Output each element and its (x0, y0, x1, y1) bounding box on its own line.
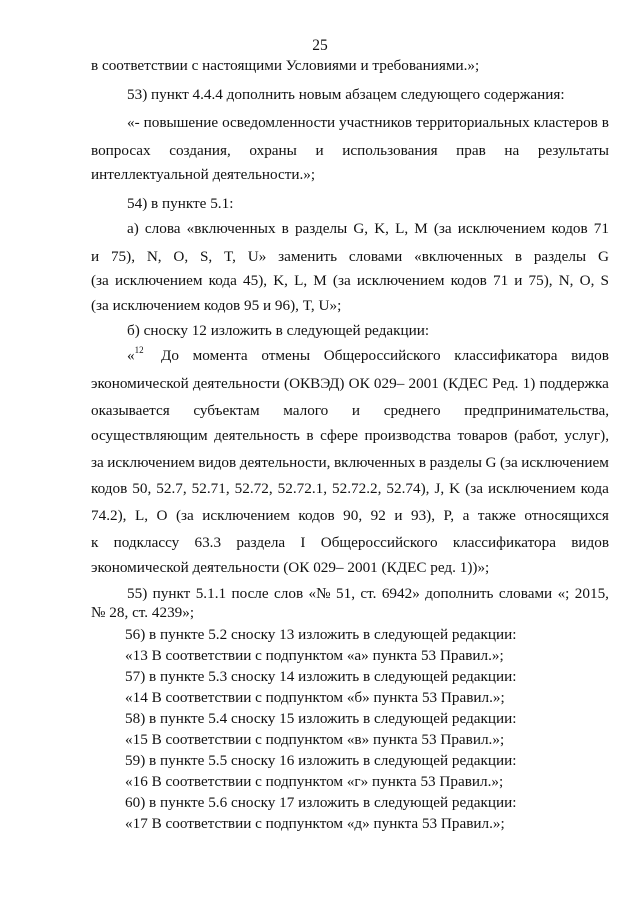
word: S (600, 272, 609, 289)
word: в (601, 114, 609, 131)
line-text: интеллектуальной деятельности.»; (91, 166, 316, 183)
line-text: «13 В соответствии с подпунктом «а» пункта 53 Правил.»; (125, 647, 504, 664)
word: K, (374, 220, 389, 237)
word: и (91, 248, 100, 265)
word: отмены (261, 347, 311, 364)
word: T, (224, 248, 236, 265)
word: исключением (457, 220, 546, 237)
word: (за (465, 480, 483, 497)
word: среднего (383, 402, 441, 419)
line-text (127, 114, 609, 132)
word: и (315, 142, 324, 159)
word: разделы (533, 248, 587, 265)
word: разделы (294, 220, 348, 237)
word: исключением (202, 507, 290, 524)
text-line (127, 585, 609, 603)
line-text: в соответствии с настоящими Условиями и требованиями.»; (91, 57, 480, 74)
word: исключением (356, 272, 445, 289)
text-line (127, 114, 609, 132)
word: и (351, 402, 361, 419)
word: осуществляющим (91, 427, 208, 444)
word: и (394, 507, 403, 524)
line-text (91, 427, 609, 445)
text-line (125, 647, 640, 665)
word: слова (144, 220, 181, 237)
text-line (127, 86, 640, 104)
word: кода (580, 480, 609, 497)
text-line (127, 220, 609, 238)
line-text (91, 248, 609, 266)
word: P, (443, 507, 455, 524)
word: 92 (370, 507, 386, 524)
word: предпринимательства, (464, 402, 609, 419)
word: кодов (91, 480, 128, 497)
word: исключением (521, 454, 609, 471)
text-line (91, 454, 609, 472)
word: товаров (457, 427, 508, 444)
word: исключением (114, 272, 203, 289)
word: классификатора (454, 347, 558, 364)
word: «включенных (414, 248, 504, 265)
word: деятельности, (239, 454, 331, 471)
line-text (91, 402, 609, 420)
word: разделы (429, 454, 482, 471)
word: 52.72, (234, 480, 273, 497)
word: L, (294, 272, 308, 289)
word: U» (247, 248, 267, 265)
word: раздела (236, 534, 286, 551)
word: словами (348, 248, 403, 265)
word: территориальных (415, 114, 530, 131)
word: а (462, 507, 470, 524)
line-text: 60) в пункте 5.6 сноску 17 изложить в следующей редакции: (125, 794, 517, 811)
word: а) (127, 220, 139, 237)
footnote-marker (127, 347, 144, 365)
word: результаты (537, 142, 609, 159)
word: субъектам (193, 402, 260, 419)
word: S, (199, 248, 213, 265)
word: за (91, 454, 104, 471)
word: классификатора (452, 534, 556, 551)
word: 90, (343, 507, 363, 524)
text-line (125, 689, 640, 707)
word: экономической (91, 375, 189, 392)
word: к (91, 534, 99, 551)
word: повышение (143, 114, 219, 131)
line-text (91, 454, 609, 472)
line-text: 59) в пункте 5.5 сноску 16 изложить в следующей редакции: (125, 752, 517, 769)
line-text (91, 272, 609, 290)
word: исключением (487, 480, 576, 497)
word: N, (558, 272, 574, 289)
word: также (477, 507, 516, 524)
word: кодов (450, 272, 487, 289)
line-text (91, 480, 609, 498)
text-line (91, 507, 609, 525)
word: поддержка (539, 375, 609, 392)
text-line (125, 626, 640, 644)
word: осведомленности (222, 114, 336, 131)
word: K (449, 480, 461, 497)
word: ст. (360, 585, 377, 602)
word: подклассу (113, 534, 180, 551)
word: N, (146, 248, 162, 265)
word: (за (499, 454, 518, 471)
word: 2015, (574, 585, 609, 602)
word: 52.71, (191, 480, 230, 497)
word: кластеров (533, 114, 598, 131)
word: в (306, 427, 314, 444)
word: 75), (110, 248, 135, 265)
line-text: «14 В соответствии с подпунктом «б» пункта 53 Правил.»; (125, 689, 505, 706)
line-text: «15 В соответствии с подпунктом «в» пункта 53 Правил.»; (125, 731, 505, 748)
line-text: б) сноску 12 изложить в следующей редакции: (127, 322, 430, 339)
word: вопросах (91, 142, 151, 159)
text-line (91, 166, 609, 184)
word: «; (557, 585, 570, 602)
word: (КДЕС (443, 375, 488, 392)
word: включенных (334, 454, 416, 471)
line-text: 58) в пункте 5.4 сноску 15 изложить в следующей редакции: (125, 710, 517, 727)
word: в (418, 454, 427, 471)
word: (за (91, 272, 109, 289)
word: 75), (528, 272, 553, 289)
line-text (127, 220, 609, 238)
word: после (231, 585, 269, 602)
line-text (91, 142, 609, 160)
text-line (91, 427, 609, 445)
word: словами (498, 585, 553, 602)
word: (за (332, 272, 351, 289)
line-text: 54) в пункте 5.1: (127, 195, 234, 212)
text-line (91, 559, 609, 577)
word: оказывается (91, 402, 170, 419)
text-line (91, 248, 609, 266)
word: кодов (551, 220, 588, 237)
word: и (514, 272, 523, 289)
text-line (91, 142, 609, 160)
word: в (281, 220, 289, 237)
text-line (125, 773, 640, 791)
word: создания, (169, 142, 231, 159)
line-text: (за исключением кодов 95 и 96), T, U»; (91, 297, 342, 314)
word: видов (198, 454, 237, 471)
footnote-number: 12 (134, 345, 144, 355)
word: (работ, (514, 427, 558, 444)
footnote-quote: « (127, 347, 135, 364)
word: 93), (410, 507, 436, 524)
word: 6942» (381, 585, 420, 602)
word: услуг), (564, 427, 609, 444)
line-text: «17 В соответствии с подпунктом «д» пункта 53 Правил.»; (125, 815, 505, 832)
word: 63.3 (194, 534, 222, 551)
text-line (91, 480, 609, 498)
word: заменить (278, 248, 338, 265)
word: Общероссийского (323, 347, 441, 364)
word: Ред. (492, 375, 519, 392)
word: кодов (298, 507, 335, 524)
word: деятельности (192, 375, 280, 392)
text-line (125, 731, 640, 749)
text-line (161, 347, 609, 365)
word: 52.72.1, (277, 480, 327, 497)
word: G (597, 248, 609, 265)
line-text (91, 534, 609, 552)
word: производства (364, 427, 451, 444)
word: I (300, 534, 306, 551)
word: 1) (522, 375, 536, 392)
word: участников (339, 114, 413, 131)
word: малого (283, 402, 329, 419)
text-line (127, 195, 640, 213)
word: «- (127, 114, 140, 131)
word: 52.7, (156, 480, 187, 497)
word: слов (274, 585, 304, 602)
text-line (91, 57, 609, 75)
word: кода (208, 272, 237, 289)
line-text: № 28, ст. 4239»; (91, 604, 195, 621)
word: До (161, 347, 179, 364)
word: O (156, 507, 168, 524)
word: 51, (336, 585, 355, 602)
word: 71 (593, 220, 609, 237)
line-text: 53) пункт 4.4.4 дополнить новым абзацем следующего содержания: (127, 86, 565, 103)
text-line (91, 272, 609, 290)
word: O, (173, 248, 189, 265)
text-line (91, 402, 609, 420)
word: видов (571, 347, 609, 364)
word: 52.74), (386, 480, 430, 497)
page-number: 25 (312, 37, 328, 54)
word: 5.1.1 (195, 585, 227, 602)
word: дополнить (425, 585, 494, 602)
word: (за (433, 220, 452, 237)
word: O, (579, 272, 595, 289)
word: деятельность (214, 427, 300, 444)
word: 029– (373, 375, 405, 392)
word: G (485, 454, 497, 471)
line-text: 56) в пункте 5.2 сноску 13 изложить в следующей редакции: (125, 626, 517, 643)
text-line (91, 297, 609, 315)
word: 74.2), (91, 507, 127, 524)
word: L, (395, 220, 409, 237)
word: охраны (249, 142, 297, 159)
word: ОК (348, 375, 370, 392)
text-line (125, 668, 640, 686)
line-text: «16 В соответствии с подпунктом «г» пункта 53 Правил.»; (125, 773, 504, 790)
word: 71 (492, 272, 509, 289)
word: момента (192, 347, 248, 364)
word: M (313, 272, 327, 289)
word: 52.72.2, (332, 480, 382, 497)
word: в (514, 248, 523, 265)
line-text (91, 507, 609, 525)
word: на (504, 142, 520, 159)
text-line (125, 710, 640, 728)
line-text (161, 347, 609, 365)
text-line (91, 375, 609, 393)
word: пункт (152, 585, 191, 602)
word: относящихся (524, 507, 609, 524)
line-text: экономической деятельности (ОК 029– 2001 (КДЕС ред. 1))»; (91, 559, 490, 576)
word: M (414, 220, 428, 237)
line-text (91, 375, 609, 393)
word: видов (571, 534, 609, 551)
word: прав (456, 142, 486, 159)
word: исключением (107, 454, 195, 471)
text-line (125, 815, 640, 833)
word: сфере (320, 427, 358, 444)
text-line (91, 604, 609, 622)
word: 45), (243, 272, 268, 289)
word: 55) (127, 585, 148, 602)
word: (ОКВЭД) (284, 375, 345, 392)
word: использования (342, 142, 438, 159)
word: 2001 (408, 375, 439, 392)
word: K, (273, 272, 288, 289)
text-line (91, 534, 609, 552)
word: (за (175, 507, 194, 524)
word: 50, (132, 480, 152, 497)
word: L, (134, 507, 149, 524)
line-text: 57) в пункте 5.3 сноску 14 изложить в следующей редакции: (125, 668, 517, 685)
text-line (125, 794, 640, 812)
word: G, (353, 220, 369, 237)
word: «включенных (186, 220, 276, 237)
word: J, (434, 480, 445, 497)
text-line (127, 322, 640, 340)
line-text (127, 585, 609, 603)
word: «№ (308, 585, 331, 602)
word: Общероссийского (320, 534, 438, 551)
text-line (125, 752, 640, 770)
